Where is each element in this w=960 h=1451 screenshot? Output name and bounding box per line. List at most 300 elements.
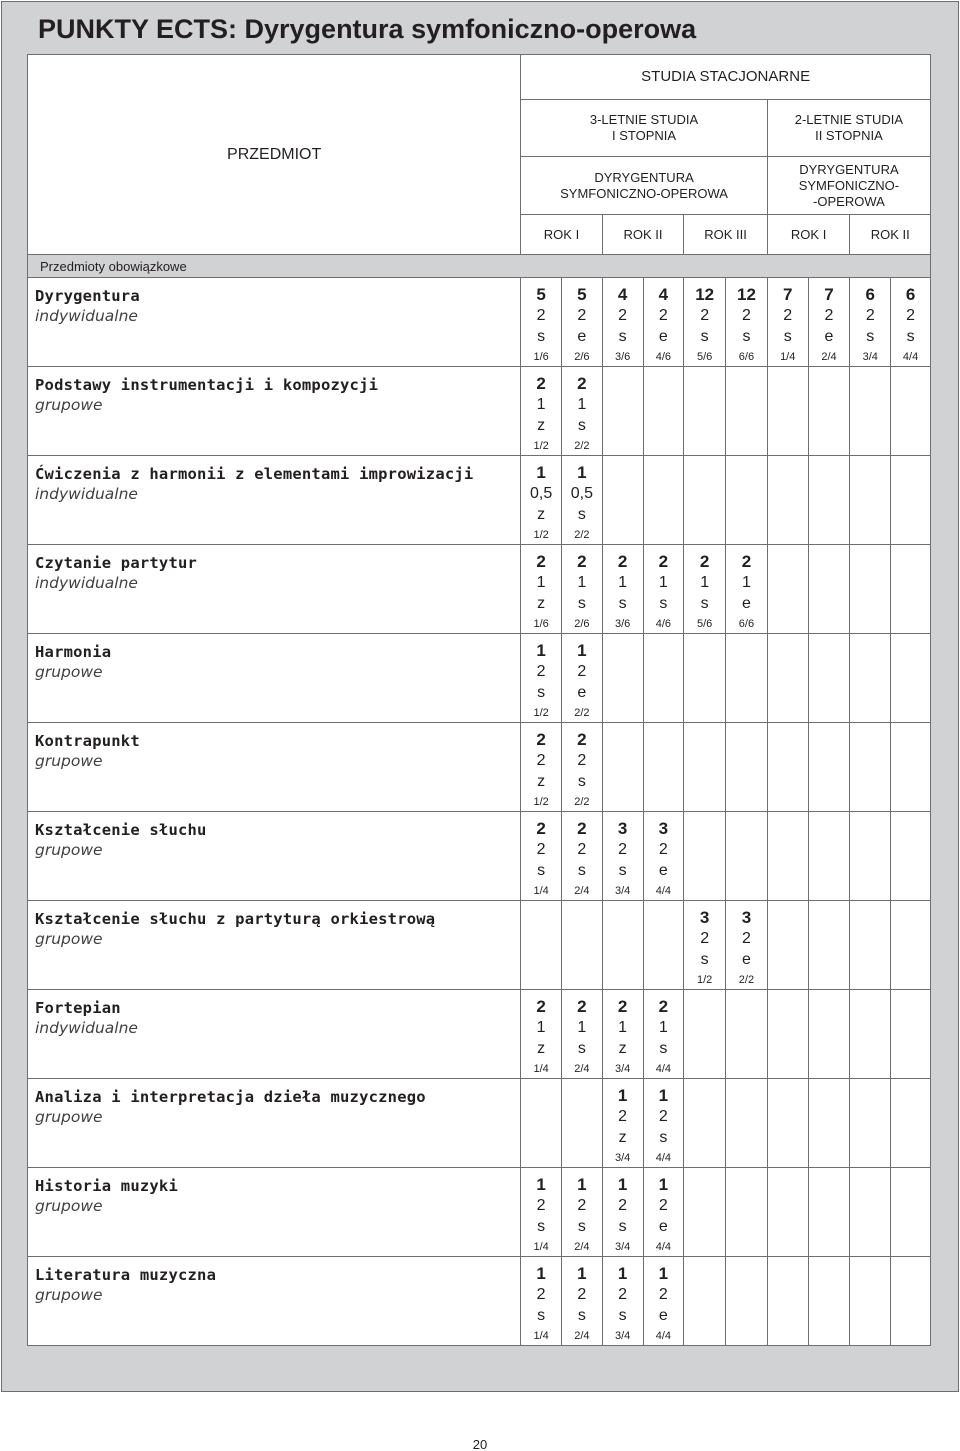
- empty-cell: [891, 990, 931, 1079]
- ects-points: 5: [536, 285, 546, 304]
- hours-per-week: 2: [700, 307, 710, 324]
- ects-points: 2: [741, 552, 752, 571]
- ects-points: 1: [658, 1264, 669, 1283]
- empty-cell: [767, 456, 808, 545]
- ects-cell: [602, 990, 643, 1079]
- empty-cell: [767, 1168, 808, 1257]
- hours-per-week: 0,5: [530, 485, 553, 502]
- empty-cell: [808, 723, 850, 812]
- semester-index: 5/6: [697, 351, 713, 363]
- empty-cell: [850, 634, 891, 723]
- ects-cell-values: [521, 545, 561, 632]
- empty-cell: [808, 634, 850, 723]
- assessment-type: s: [906, 328, 915, 345]
- ects-cell-values: [726, 545, 767, 632]
- empty-cell: [850, 812, 891, 901]
- semester-index: 3/4: [614, 1063, 631, 1075]
- ects-cell: [521, 545, 562, 634]
- ects-cell-values: [521, 723, 561, 810]
- subject-cell: [28, 1079, 521, 1168]
- subject-row: [28, 990, 931, 1079]
- ects-cell-values: [603, 1168, 643, 1255]
- ects-points: 2: [536, 374, 546, 393]
- ects-points: 2: [577, 819, 587, 838]
- subject-name: Kształcenie słuchu z partyturą orkiestrową: [35, 910, 436, 928]
- ects-cell: [562, 367, 603, 456]
- header-year: ROK II: [850, 215, 931, 255]
- hours-per-week: 1: [658, 1019, 668, 1036]
- semester-index: 2/2: [574, 707, 590, 719]
- hours-per-week: 2: [577, 841, 587, 858]
- ects-cell: [643, 812, 684, 901]
- semester-index: 1/2: [533, 440, 549, 452]
- ects-cell: [643, 1079, 684, 1168]
- subject-form: grupowe: [35, 841, 103, 859]
- ects-cell-values: [644, 812, 684, 899]
- ects-cell-values: [562, 812, 602, 899]
- hours-per-week: 2: [741, 307, 751, 324]
- ects-points: 2: [577, 374, 587, 393]
- hours-per-week: 2: [618, 1108, 628, 1125]
- empty-cell: [767, 723, 808, 812]
- semester-index: 4/4: [655, 885, 672, 897]
- ects-cell: [562, 1168, 603, 1257]
- ects-cell-values: [603, 812, 643, 899]
- subject-row: [28, 545, 931, 634]
- empty-cell: [767, 367, 808, 456]
- subject-row: [28, 456, 931, 545]
- ects-points: 6: [905, 285, 916, 304]
- ects-cell-values: [562, 545, 602, 632]
- subject-form: grupowe: [35, 1197, 103, 1215]
- header-year: ROK II: [602, 215, 684, 255]
- hours-per-week: 1: [577, 1019, 587, 1036]
- ects-cell: [562, 634, 603, 723]
- hours-per-week: 2: [618, 841, 628, 858]
- header-level-2-text: 2-LETNIE STUDIA II STOPNIA: [794, 112, 904, 143]
- ects-cell: [521, 723, 562, 812]
- subject-cell: [28, 545, 521, 634]
- ects-cell-values: [850, 278, 890, 365]
- assessment-type: s: [659, 595, 668, 612]
- hours-per-week: 2: [577, 307, 587, 324]
- semester-index: 4/4: [655, 1241, 672, 1253]
- hours-per-week: 1: [536, 1019, 546, 1036]
- ects-cell: [562, 1257, 603, 1346]
- hours-per-week: 1: [577, 574, 587, 591]
- ects-cell-values: [644, 1079, 684, 1166]
- ects-cell: [521, 1168, 562, 1257]
- semester-index: 1/4: [533, 1241, 549, 1253]
- ects-cell-values: [521, 812, 561, 899]
- ects-points: 1: [536, 1264, 546, 1283]
- ects-cell-values: [562, 990, 602, 1077]
- empty-cell: [767, 901, 808, 990]
- semester-index: 1/6: [533, 351, 549, 363]
- hours-per-week: 2: [536, 841, 546, 858]
- semester-index: 1/2: [697, 974, 713, 986]
- ects-cell-values: [603, 278, 643, 365]
- subject-row: [28, 1168, 931, 1257]
- subject-cell: [28, 901, 521, 990]
- hours-per-week: 2: [536, 663, 546, 680]
- empty-cell: [850, 990, 891, 1079]
- empty-cell: [643, 634, 684, 723]
- subject-form: indywidualne: [35, 307, 138, 325]
- hours-per-week: 1: [536, 574, 546, 591]
- ects-points: 2: [577, 997, 587, 1016]
- ects-cell-values: [521, 1257, 561, 1344]
- assessment-type: s: [618, 1307, 627, 1324]
- hours-per-week: 2: [577, 752, 587, 769]
- hours-per-week: 2: [577, 1197, 587, 1214]
- subject-row: [28, 723, 931, 812]
- ects-cell: [850, 278, 891, 367]
- semester-index: 1/6: [533, 618, 549, 630]
- subject-name: Kontrapunkt: [35, 732, 140, 750]
- semester-index: 4/6: [655, 618, 672, 630]
- hours-per-week: 2: [577, 663, 587, 680]
- ects-points: 1: [577, 463, 587, 482]
- empty-cell: [850, 1079, 891, 1168]
- page-number: 20: [472, 1437, 488, 1451]
- empty-cell: [767, 990, 808, 1079]
- ects-cell-values: [768, 278, 808, 365]
- subject-row: [28, 1079, 931, 1168]
- semester-index: 2/2: [574, 529, 590, 541]
- hours-per-week: 2: [700, 930, 710, 947]
- assessment-type: e: [577, 328, 587, 345]
- ects-points: 6: [865, 285, 875, 304]
- ects-cell-values: [726, 278, 767, 365]
- ects-cell: [767, 278, 808, 367]
- ects-cell-values: [521, 1168, 561, 1255]
- empty-cell: [643, 723, 684, 812]
- ects-cell: [602, 1168, 643, 1257]
- semester-index: 2/2: [574, 796, 590, 808]
- ects-cell-values: [562, 278, 602, 365]
- header-studia: STUDIA STACJONARNE: [521, 55, 931, 100]
- subject-form: grupowe: [35, 663, 103, 681]
- ects-cell: [643, 1168, 684, 1257]
- ects-points: 1: [577, 641, 587, 660]
- assessment-type: s: [537, 1218, 546, 1235]
- ects-cell-values: [684, 901, 725, 988]
- ects-points: 4: [658, 285, 669, 304]
- empty-cell: [891, 901, 931, 990]
- ects-points: 2: [536, 997, 546, 1016]
- hours-per-week: 2: [618, 307, 628, 324]
- assessment-type: s: [577, 862, 586, 879]
- empty-cell: [850, 456, 891, 545]
- ects-cell: [562, 990, 603, 1079]
- empty-cell: [767, 812, 808, 901]
- empty-cell: [767, 634, 808, 723]
- empty-cell: [602, 901, 643, 990]
- hours-per-week: 2: [536, 1286, 546, 1303]
- hours-per-week: 2: [658, 307, 668, 324]
- semester-index: 1/2: [533, 529, 549, 541]
- empty-cell: [643, 367, 684, 456]
- ects-points: 7: [824, 285, 834, 304]
- ects-points: 3: [699, 908, 710, 927]
- ects-points: 3: [741, 908, 752, 927]
- subject-row: [28, 278, 931, 367]
- hours-per-week: 1: [658, 574, 668, 591]
- subject-name: Analiza i interpretacja dzieła muzycznego: [35, 1088, 426, 1106]
- ects-cell: [602, 1257, 643, 1346]
- semester-index: 4/4: [655, 1063, 672, 1075]
- semester-index: 4/4: [655, 1152, 672, 1164]
- subject-form: indywidualne: [35, 574, 138, 592]
- ects-points: 3: [617, 819, 628, 838]
- subject-row: [28, 1257, 931, 1346]
- empty-cell: [808, 456, 850, 545]
- empty-cell: [684, 812, 726, 901]
- assessment-type: e: [658, 328, 668, 345]
- hours-per-week: 2: [618, 1197, 628, 1214]
- empty-cell: [808, 1079, 850, 1168]
- empty-cell: [850, 367, 891, 456]
- hours-per-week: 1: [700, 574, 710, 591]
- assessment-type: e: [577, 684, 587, 701]
- hours-per-week: 2: [536, 307, 546, 324]
- subject-row: [28, 901, 931, 990]
- assessment-type: s: [659, 1129, 668, 1146]
- subject-form: grupowe: [35, 1108, 103, 1126]
- empty-cell: [767, 1079, 808, 1168]
- hours-per-week: 2: [536, 1197, 546, 1214]
- subject-row: [28, 634, 931, 723]
- semester-index: 2/4: [821, 351, 837, 363]
- assessment-type: s: [577, 506, 586, 523]
- semester-index: 3/6: [614, 351, 631, 363]
- ects-points: 5: [577, 285, 587, 304]
- assessment-type: s: [618, 328, 627, 345]
- ects-cell: [643, 990, 684, 1079]
- empty-cell: [684, 1168, 726, 1257]
- hours-per-week: 2: [906, 307, 916, 324]
- ects-cell: [521, 990, 562, 1079]
- ects-cell-values: [684, 545, 725, 632]
- ects-cell-values: [644, 990, 684, 1077]
- semester-index: 4/4: [655, 1330, 672, 1342]
- ects-cell: [602, 1079, 643, 1168]
- subject-form: grupowe: [35, 1286, 103, 1304]
- ects-points: 1: [658, 1086, 669, 1105]
- assessment-type: z: [537, 1040, 546, 1057]
- ects-points: 1: [536, 1175, 546, 1194]
- empty-cell: [726, 1257, 768, 1346]
- hours-per-week: 2: [658, 1108, 668, 1125]
- hours-per-week: 2: [824, 307, 834, 324]
- subject-name: Podstawy instrumentacji i kompozycji: [35, 376, 379, 394]
- subject-form: grupowe: [35, 396, 103, 414]
- ects-cell: [726, 901, 768, 990]
- empty-cell: [684, 1079, 726, 1168]
- assessment-type: e: [658, 862, 668, 879]
- ects-cell-values: [562, 1257, 602, 1344]
- subject-cell: [28, 723, 521, 812]
- empty-cell: [726, 456, 768, 545]
- ects-points: 3: [658, 819, 669, 838]
- ects-cell-values: [644, 278, 684, 365]
- ects-points: 1: [617, 1264, 628, 1283]
- ects-points: 2: [617, 997, 628, 1016]
- semester-index: 6/6: [738, 351, 755, 363]
- header-year: ROK I: [521, 215, 603, 255]
- semester-index: 3/4: [614, 1330, 631, 1342]
- semester-index: 2/4: [574, 1063, 590, 1075]
- assessment-type: s: [783, 328, 792, 345]
- ects-points: 2: [577, 552, 587, 571]
- subject-name: Historia muzyki: [35, 1177, 178, 1195]
- header-level-1: [521, 100, 768, 157]
- assessment-type: s: [537, 862, 546, 879]
- semester-index: 5/6: [697, 618, 713, 630]
- assessment-type: z: [618, 1129, 627, 1146]
- semester-index: 3/4: [614, 1241, 631, 1253]
- subject-cell: [28, 278, 521, 367]
- empty-cell: [726, 723, 768, 812]
- empty-cell: [643, 901, 684, 990]
- subject-cell: [28, 990, 521, 1079]
- semester-index: 2/4: [574, 885, 590, 897]
- empty-cell: [562, 901, 603, 990]
- ects-cell: [562, 456, 603, 545]
- ects-cell-values: [684, 278, 725, 365]
- assessment-type: s: [700, 328, 709, 345]
- ects-cell: [643, 545, 684, 634]
- empty-cell: [726, 1079, 768, 1168]
- semester-index: 2/4: [574, 1330, 590, 1342]
- ects-cell: [562, 812, 603, 901]
- empty-cell: [767, 545, 808, 634]
- assessment-type: e: [741, 951, 751, 968]
- header-spec-1-text: DYRYGENTURA SYMFONICZNO-OPEROWA: [560, 169, 728, 201]
- subject-cell: [28, 1257, 521, 1346]
- empty-cell: [726, 634, 768, 723]
- subject-cell: [28, 812, 521, 901]
- empty-cell: [767, 1257, 808, 1346]
- ects-points: 1: [536, 463, 546, 482]
- hours-per-week: 1: [618, 1019, 628, 1036]
- ects-points: 7: [782, 285, 793, 304]
- semester-index: 2/4: [574, 1241, 590, 1253]
- ects-cell-values: [562, 723, 602, 810]
- ects-cell: [602, 812, 643, 901]
- ects-cell: [521, 1257, 562, 1346]
- assessment-type: s: [659, 1040, 668, 1057]
- assessment-type: s: [700, 595, 709, 612]
- empty-cell: [891, 367, 931, 456]
- ects-cell: [602, 545, 643, 634]
- empty-cell: [850, 1257, 891, 1346]
- assessment-type: s: [577, 1040, 586, 1057]
- subject-name: Czytanie partytur: [35, 554, 198, 572]
- empty-cell: [808, 545, 850, 634]
- ects-cell: [521, 367, 562, 456]
- empty-cell: [891, 1079, 931, 1168]
- ects-cell-values: [603, 1079, 643, 1166]
- semester-index: 2/6: [574, 351, 590, 363]
- empty-cell: [684, 723, 726, 812]
- empty-cell: [850, 1168, 891, 1257]
- ects-points: 2: [536, 730, 546, 749]
- header-spec-2: [767, 157, 930, 215]
- empty-cell: [684, 1257, 726, 1346]
- hours-per-week: 2: [865, 307, 875, 324]
- header-spec-2-text: DYRYGENTURA SYMFONICZNO- -OPEROWA: [798, 161, 900, 209]
- empty-cell: [808, 1257, 850, 1346]
- ects-cell: [684, 901, 726, 990]
- ects-cell: [562, 278, 603, 367]
- empty-cell: [891, 545, 931, 634]
- subject-cell: [28, 1168, 521, 1257]
- subject-name: Fortepian: [35, 999, 121, 1017]
- ects-cell-values: [521, 278, 561, 365]
- ects-cell-values: [562, 634, 602, 721]
- empty-cell: [808, 901, 850, 990]
- ects-points: 4: [617, 285, 628, 304]
- assessment-type: s: [537, 684, 546, 701]
- ects-cell: [726, 278, 768, 367]
- semester-index: 2/2: [574, 440, 590, 452]
- assessment-type: z: [537, 773, 546, 790]
- semester-index: 3/6: [614, 618, 631, 630]
- empty-cell: [726, 367, 768, 456]
- ects-cell-values: [603, 990, 643, 1077]
- empty-cell: [521, 1079, 562, 1168]
- empty-cell: [643, 456, 684, 545]
- header-przedmiot: PRZEDMIOT: [28, 55, 521, 255]
- empty-cell: [891, 634, 931, 723]
- subject-cell: [28, 634, 521, 723]
- assessment-type: s: [618, 1218, 627, 1235]
- ects-cell-values: [521, 634, 561, 721]
- hours-per-week: 1: [618, 574, 628, 591]
- semester-index: 1/4: [533, 1330, 549, 1342]
- empty-cell: [602, 723, 643, 812]
- ects-cell-values: [891, 278, 930, 365]
- ects-points: 2: [658, 552, 669, 571]
- assessment-type: s: [618, 862, 627, 879]
- hours-per-week: 2: [658, 841, 668, 858]
- ects-points: 2: [699, 552, 710, 571]
- subject-cell: [28, 367, 521, 456]
- ects-cell: [643, 1257, 684, 1346]
- semester-index: 1/2: [533, 796, 549, 808]
- ects-points: 2: [577, 730, 587, 749]
- ects-cell: [602, 278, 643, 367]
- semester-index: 3/4: [862, 351, 878, 363]
- hours-per-week: 2: [658, 1286, 668, 1303]
- empty-cell: [602, 634, 643, 723]
- ects-cell: [521, 812, 562, 901]
- ects-cell: [891, 278, 931, 367]
- ects-cell: [643, 278, 684, 367]
- ects-cell-values: [644, 545, 684, 632]
- ects-table: [27, 54, 931, 1346]
- ects-cell-values: [521, 367, 561, 454]
- hours-per-week: 1: [536, 396, 546, 413]
- empty-cell: [726, 990, 768, 1079]
- empty-cell: [808, 1168, 850, 1257]
- ects-cell-values: [521, 990, 561, 1077]
- semester-index: 2/6: [574, 618, 590, 630]
- section-label: Przedmioty obowiązkowe: [28, 255, 931, 278]
- hours-per-week: 2: [577, 1286, 587, 1303]
